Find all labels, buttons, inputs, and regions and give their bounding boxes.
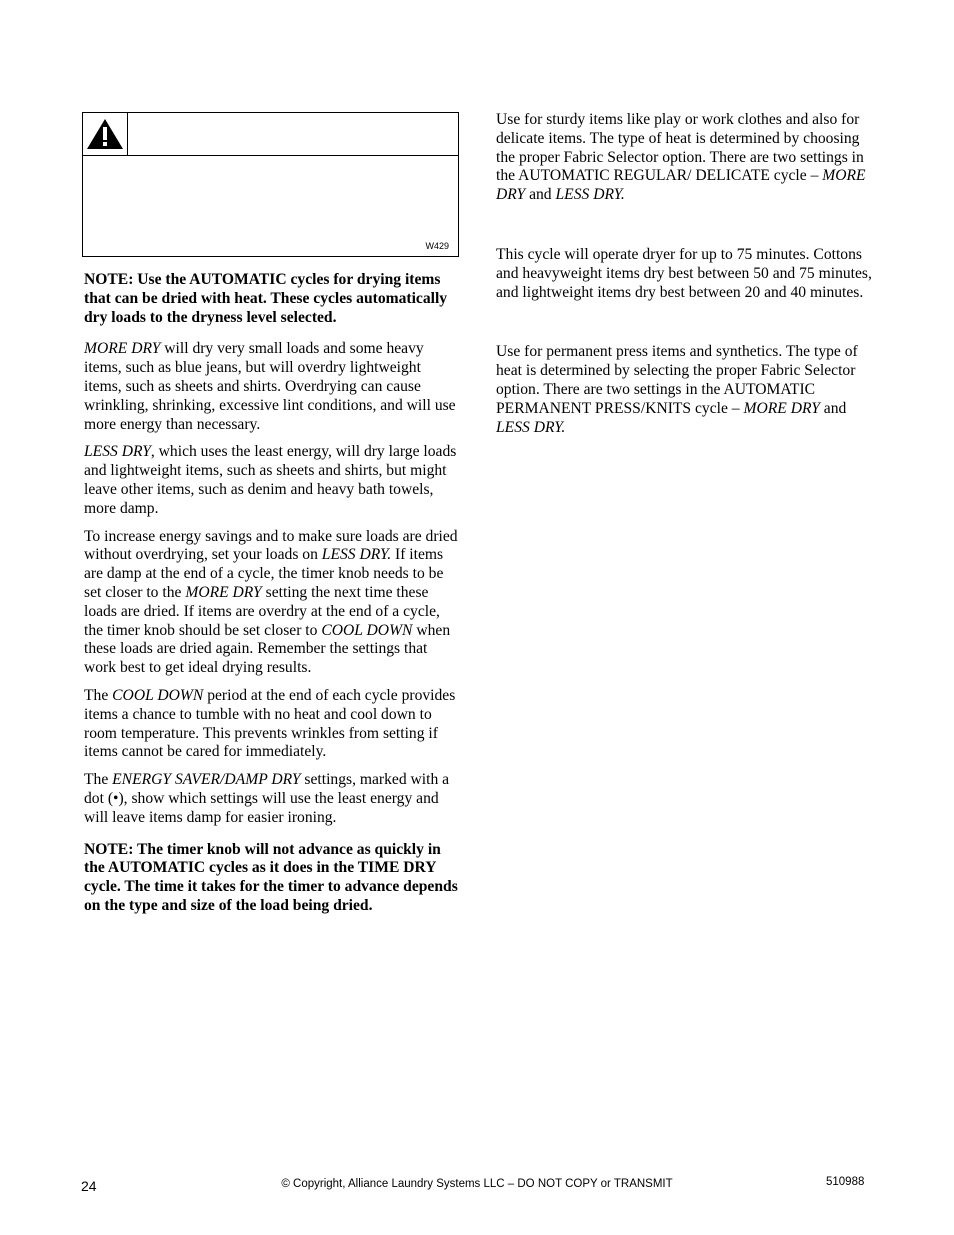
page-number: 24 <box>81 1178 97 1194</box>
paragraph-energy-saver: The ENERGY SAVER/DAMP DRY settings, marked with a dot (•), show which settings will use the least energy and will leave items damp for easier ironing. <box>84 771 450 826</box>
paragraph-cool-down: The COOL DOWN period at the end of each cycle provides items a chance to tumble with no heat and cool down to room temperature. This prevents wrinkles from setting if items cannot be cared for immediately. <box>84 686 456 761</box>
note-timer-knob: NOTE: The timer knob will not advance as quickly in the AUTOMATIC cycles as it does in the TIME DRY cycle. The time it takes for the timer to advance depends on the type and size of the load being dried. <box>84 840 458 914</box>
paragraph-less-dry: LESS DRY, which uses the least energy, will dry large loads and lightweight items, such as sheets and shirts, but might leave other items, such as denim and heavy bath towels, more damp. <box>84 443 457 517</box>
paragraph-permanent-press: Use for permanent press items and synthetics. The type of heat is determined by selecting the proper Fabric Selector option. There are two settings in the AUTOMATIC PERMANENT PRESS/KNITS cycle – MORE DRY and LESS DRY. <box>496 343 858 436</box>
note-automatic-cycles: NOTE: Use the AUTOMATIC cycles for drying items that can be dried with heat. These cycles automatically dry loads to the dryness level selected. <box>84 271 448 326</box>
left-column <box>84 271 460 925</box>
paragraph-more-dry: MORE DRY will dry very small loads and some heavy items, such as blue jeans, but will overdry lightweight items, such as sheets and shirts. Overdrying can cause wrinkling, shrinking, excessive lint conditions, and will use more energy than necessary. <box>84 340 456 433</box>
warning-header <box>83 113 458 156</box>
document-number: 510988 <box>826 1176 865 1188</box>
right-column <box>496 111 872 446</box>
paragraph-regular-delicate: Use for sturdy items like play or work clothes and also for delicate items. The type of heat is determined by choosing the proper Fabric Selector option. There are two settings in the AUTOMATIC REGULAR/ DELICATE cycle – MORE DRY and LESS DRY. <box>496 111 866 204</box>
copyright-notice: © Copyright, Alliance Laundry Systems LLC – DO NOT COPY or TRANSMIT <box>281 1178 673 1190</box>
paragraph-energy-savings: To increase energy savings and to make sure loads are dried without overdrying, set your loads on LESS DRY. If items are damp at the end of a cycle, the timer knob needs to be set closer to the MORE DRY setting the next time these loads are dried. If items are overdry at the end of a cycle, the timer knob should be set closer to COOL DOWN when these loads are dried again. Remember the settings that work best to get ideal drying results. <box>84 527 458 677</box>
warning-icon-cell <box>83 113 128 155</box>
warning-code: W429 <box>425 241 449 251</box>
warning-box <box>82 112 459 257</box>
paragraph-time-dry: This cycle will operate dryer for up to 75 minutes. Cottons and heavyweight items dry best between 50 and 75 minutes, and lightweight items dry best between 20 and 40 minutes. <box>496 245 872 301</box>
warning-triangle-icon <box>85 117 125 151</box>
